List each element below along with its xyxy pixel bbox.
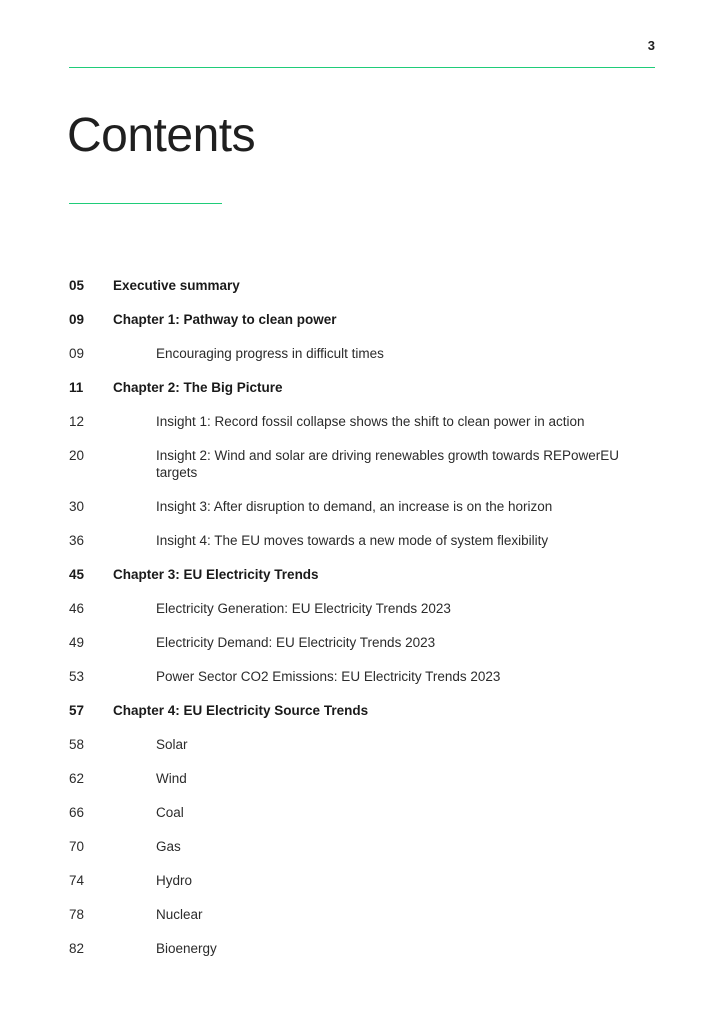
toc-entry-title: Chapter 4: EU Electricity Source Trends	[113, 703, 369, 718]
toc-section-entry[interactable]	[69, 634, 659, 668]
toc-page-number: 49	[69, 635, 85, 650]
toc-entry-title: Insight 2: Wind and solar are driving renewables growth towards REPowerEU targets	[156, 448, 619, 480]
toc-entry-title: Chapter 3: EU Electricity Trends	[113, 567, 319, 582]
toc-section-entry[interactable]	[69, 770, 659, 804]
toc-entry-title: Chapter 2: The Big Picture	[113, 380, 283, 395]
toc-entry-title: Hydro	[156, 873, 193, 888]
toc-page-number: 09	[69, 312, 85, 327]
toc-entry-title: Chapter 1: Pathway to clean power	[113, 312, 337, 327]
toc-entry-title: Gas	[156, 839, 181, 854]
toc-page-number: 12	[69, 414, 85, 429]
toc-entry-title: Insight 4: The EU moves towards a new mode of system flexibility	[156, 533, 549, 548]
toc-section-entry[interactable]	[69, 447, 659, 498]
page-number: 3	[647, 38, 655, 53]
toc-entry-title: Insight 3: After disruption to demand, an increase is on the horizon	[156, 499, 553, 514]
toc-section-entry[interactable]	[69, 600, 659, 634]
toc-section-entry[interactable]	[69, 838, 659, 872]
toc-chapter-entry[interactable]	[69, 379, 659, 413]
toc-page-number: 78	[69, 907, 85, 922]
toc-section-entry[interactable]	[69, 804, 659, 838]
page-title: Contents	[67, 109, 256, 162]
toc-page-number: 66	[69, 805, 85, 820]
title-underline	[69, 203, 222, 204]
toc-page-number: 58	[69, 737, 85, 752]
toc-page-number: 53	[69, 669, 85, 684]
toc-chapter-entry[interactable]	[69, 566, 659, 600]
toc-chapter-entry[interactable]	[69, 311, 659, 345]
toc-section-entry[interactable]	[69, 872, 659, 906]
toc-entry-title: Wind	[156, 771, 187, 786]
toc-page-number: 62	[69, 771, 85, 786]
header-divider	[69, 67, 655, 68]
toc-page-number: 74	[69, 873, 85, 888]
toc-entry-title: Electricity Demand: EU Electricity Trends 2023	[156, 635, 436, 650]
table-of-contents	[69, 277, 659, 974]
toc-page-number: 11	[69, 380, 84, 395]
toc-entry-title: Solar	[156, 737, 188, 752]
toc-page-number: 20	[69, 448, 85, 463]
toc-page-number: 36	[69, 533, 85, 548]
toc-chapter-entry[interactable]	[69, 702, 659, 736]
toc-entry-title: Encouraging progress in difficult times	[156, 346, 384, 361]
toc-page-number: 46	[69, 601, 85, 616]
toc-entry-title: Executive summary	[113, 278, 240, 293]
toc-page-number: 09	[69, 346, 85, 361]
toc-entry-title: Insight 1: Record fossil collapse shows the shift to clean power in action	[156, 414, 585, 429]
toc-page-number: 70	[69, 839, 85, 854]
toc-entry-title: Electricity Generation: EU Electricity Trends 2023	[156, 601, 451, 616]
toc-chapter-entry[interactable]	[69, 277, 659, 311]
toc-page-number: 45	[69, 567, 85, 582]
toc-section-entry[interactable]	[69, 668, 659, 702]
toc-page-number: 82	[69, 941, 85, 956]
toc-section-entry[interactable]	[69, 736, 659, 770]
toc-section-entry[interactable]	[69, 906, 659, 940]
toc-entry-title: Power Sector CO2 Emissions: EU Electricity Trends 2023	[156, 669, 501, 684]
toc-page-number: 57	[69, 703, 85, 718]
toc-entry-title: Nuclear	[156, 907, 203, 922]
toc-entry-title: Coal	[156, 805, 184, 820]
toc-section-entry[interactable]	[69, 498, 659, 532]
toc-entry-title: Bioenergy	[156, 941, 217, 956]
toc-page-number: 30	[69, 499, 85, 514]
toc-section-entry[interactable]	[69, 532, 659, 566]
toc-section-entry[interactable]	[69, 345, 659, 379]
toc-section-entry[interactable]	[69, 413, 659, 447]
toc-section-entry[interactable]	[69, 940, 659, 974]
toc-page-number: 05	[69, 278, 85, 293]
